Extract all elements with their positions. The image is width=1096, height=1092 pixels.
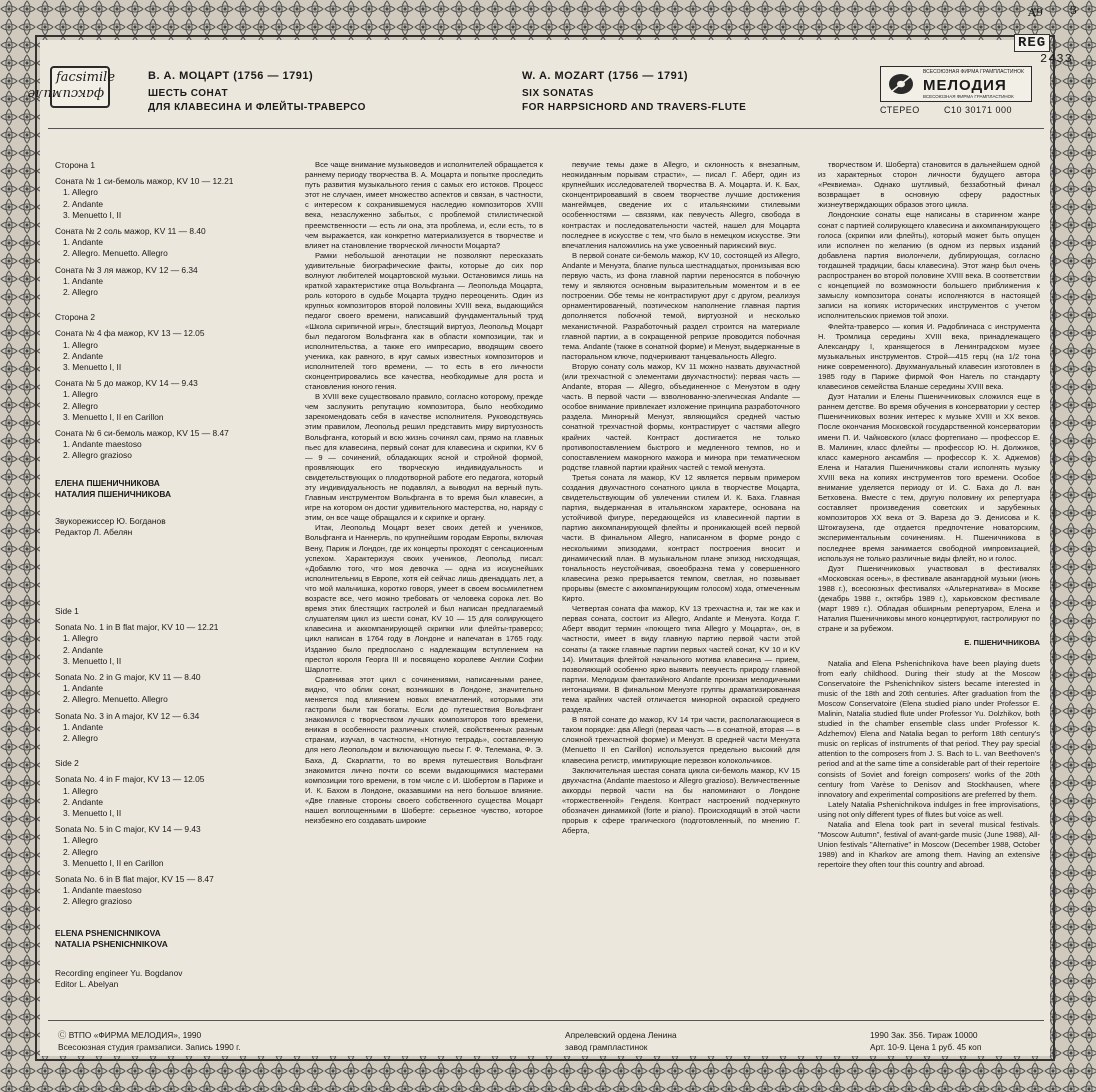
track-line: 2. Allegro grazioso (63, 450, 132, 461)
notes-column-1 (305, 160, 543, 1012)
notes-paragraph: Дуэт Пшеничниковых участвовал в фестивалях «Московская осень», в фестивале авангардной музыки (июнь 1988 г.), всесоюзных фестивалях «Альтернатива» в Москве (декабрь 1988 г., октябрь 1989 г.), харьковском фестивале (март 1989 г.). Обладая обширным репертуаром, Елена и Наталия Пшеничниковы много концертируют, гастролируют по стране и за рубежом. (818, 563, 1040, 634)
track-line: 3. Menuetto I, II (63, 655, 122, 666)
track-line: 2. Allegro. Menuetto. Allegro (63, 248, 168, 259)
track-line: Sonata No. 3 in A major, KV 12 — 6.34 (55, 710, 200, 721)
corner-mark-a: A9 (1028, 6, 1043, 19)
catalog-number: С10 30171 000 (944, 105, 1013, 115)
track-line: 2. Andante (63, 350, 104, 361)
footer-print-line2: Арт. 10-9. Цена 1 руб. 45 коп (870, 1042, 982, 1052)
track-line: 2. Allegro (63, 287, 98, 298)
notes-paragraph: Итак, Леопольд Моцарт везет своих детей и учеников, Вольфганга и Наннерль, по крупнейшим городам Европы, включая Вену, Париж и Лондон, где их концерты проходят с сенсационным успехом. Характеризуя своих учеников, Леопольд писал: «Добавлю того, что моя девочка — одна из искуснейших исполнительниц в Европе, хотя ей сейчас лишь двенадцать лет, а что мой мальчишка, коротко говоря, умеет в своем восьмилетнем возрасте все, чего можно требовать от человека сорока лет. Во время этих блестящих гастролей и был написан предлагаемый слушателям цикл из шести сонат, KV 10 — 15 для солирующего клавесина и аккомпанирующей скрипки или флейты-траверсо; цикл написан в 1764 году в Лондоне и напечатан в 1765 году. Изданию было предпослано с надлежащим вступлением на престол короля Георга III и посвящено королеве Англии Софии Шарлотте. (305, 523, 543, 674)
notes-column-2 (562, 160, 800, 1012)
track-line: Side 2 (55, 758, 79, 769)
ru-title-line1: ШЕСТЬ СОНАТ (148, 88, 229, 99)
logo-bottom-text: факсимиле (27, 86, 104, 101)
performer-ru-1: ЕЛЕНА ПШЕНИЧНИКОВА (55, 478, 160, 488)
notes-paragraph-en: Natalia and Elena Pshenichnikova have been playing duets from early childhood. During their study at the Moscow Conservatoire the Pshenichnikov sisters became interested in music of the 18th and 20th centuries. After graduation from the Moscow Conservatoire (Elena studied piano under Professor E. Malinin, Natalia studied flute under Professor Yu. Dolzhikov, both studied in the chamber ensemble class under Professor K. Adzhemov) Elena and Natalia began to perform 18th century's music on replicas of instruments of that period. They pay special attention to the composers from J. S. Bach to L. van Beethoven's period and at the same time a considerable part of their repertoire consists of Soviet and foreign composers' works of the 20th century from Varèse to Denisov and Stockhausen, where innovatory and experimental compositions are preferred by them. (818, 658, 1040, 799)
notes-paragraph: Вторую сонату соль мажор, KV 11 можно назвать двухчастной (или трехчастной с элементами двухчастности): первая часть — Andante, вторая — Allegro, объединенное с Менуэтом в одну часть. В первой части — взволнованно-элегическая Andante — особое внимание привлекает изложение принципа разработочного раздела. Минорный Менуэт, являющийся средней частью сонатной трехчастной формы, контрастирует с частями allegro крайних частей. Контраст достигается не только противопоставлением быстрого и медленного темпов, но и сопоставлением мажорного мажора и минора при тематическом родстве главной партии крайних частей с темой менуэта. (562, 361, 800, 472)
ru-title-line2: ДЛЯ КЛАВЕСИНА И ФЛЕЙТЫ-ТРАВЕРСО (148, 102, 366, 113)
footer-copyright: Ⓒ ВТПО «ФИРМА МЕЛОДИЯ», 1990 (58, 1030, 202, 1040)
track-line: Соната № 5 до мажор, KV 14 — 9.43 (55, 378, 198, 389)
credit-ru-2: Редактор Л. Абелян (55, 527, 133, 538)
melodia-bottom-line: ВСЕСОЮЗНАЯ ФИРМА ГРАМПЛАСТИНОК (923, 94, 1014, 99)
notes-paragraph: Рамки небольшой аннотации не позволяют пересказать удивительные биографические факты, которые до сих пор волнуют любителей моцартовской музыки. Остановимся лишь на краткой характеристике отца Вольфганга — Леопольда Моцарта, роль которого в судьбе Моцарта трудно переоценить. Один из крупных композиторов второй половины XVIII века, выдающийся педагог своего времени, написавший фундаментальный труд «Школа скрипичной игры», блестящий виртуоз, Леопольд Моцарт был педагогом Вольфганга как в области композиции, так и исполнительства, а также его импресарио, вводящим своего ученика, как равного, в круг самых известных композиторов и исполнителей того времени, — то есть в его личности сконцентрировались все качества, необходимые для роста и становления юного гения. (305, 250, 543, 392)
notes-signature: Е. ПШЕНИЧНИКОВА (964, 638, 1040, 648)
notes-paragraph: певучие темы даже в Allegro, и склонность к внезапным, неожиданным порывам страсти», — писал Г. Аберт, один из крупнейших исследователей творчества В. А. Моцарта. И. К. Бах, сконцентрировавший в своем творчестве лучшие достижения мангеймцев, сведение их с итальянскими стилевыми особенностями — связями, как певучесть Allegro, свобода в контрастах и последовательности частей, нашел для Моцарта последнее в искусстве с тем, что было в немецком искусстве. Эти впечатления наложились на уже усвоенный парижский вкус. (562, 160, 800, 250)
track-line: Соната № 4 фа мажор, KV 13 — 12.05 (55, 328, 205, 339)
credits-ru (55, 516, 166, 538)
track-line: 1. Andante maestoso (63, 439, 142, 450)
track-line: 3. Menuetto I, II en Carillon (63, 411, 164, 422)
performer-en-1: ELENA PSHENICHNIKOVA (55, 928, 161, 938)
track-line: 2. Allegro grazioso (63, 896, 132, 907)
track-line: 2. Andante (63, 198, 104, 209)
track-line: 3. Menuetto I, II (63, 209, 122, 220)
track-line: 1. Andante (63, 237, 104, 248)
track-line: 3. Menuetto I, II (63, 808, 122, 819)
track-line: 1. Allegro (63, 633, 98, 644)
track-line: Сторона 1 (55, 160, 96, 170)
track-line: 1. Allegro (63, 187, 98, 198)
track-line: Sonata No. 4 in F major, KV 13 — 12.05 (55, 774, 205, 785)
track-line: Sonata No. 1 in B flat major, KV 10 — 12.21 (55, 622, 219, 633)
track-line: 1. Allegro (63, 389, 98, 400)
stamp-code1: REG (1018, 35, 1047, 51)
credit-en-2: Editor L. Abelyan (55, 979, 119, 990)
track-line: Сторона 2 (55, 312, 96, 323)
notes-paragraph: Четвертая соната фа мажор, KV 13 трехчастна и, так же как и первая соната, состоит из Allegro, Andante и Менуэта. Когда Г. Аберт вводит термин «поющего типа Allegro у Моцарта», он, в частности, имеет в виду главную партию первой части этой сонаты (а также главные партии первых частей сонат, KV 10 и KV 14). Имитация флейтой начального мотива клавесина — прием, позволяющий особенно ярко выявить певучесть природу главной партии. Мелодизм фантазийного Andante пронизан мелодичными интонациями. В финальном Менуэте группы драматизированная тема крайних частей отличается минорной окраской среднего раздела. (562, 604, 800, 715)
track-line: 3. Menuetto I, II en Carillon (63, 857, 164, 868)
notes-paragraph: Лондонские сонаты еще написаны в старинном жанре сонат с партией солирующего клавесина и аккомпанирующего голоса (скрипки или флейты), который может быть опущен или исполнен по желанию (в одном из первых изданий добавлена партия виолончели, дублирующая, согласно тогдашней традиции, басы клавесина). Этот жанр был очень распространен во второй половине XVIII века. В соответствии с концепцией по возможности большего приближения к замыслу композитора сонаты исполняются в настоящей записи на копиях исторических инструментов с учетом исполнительских приемов той эпохи. (818, 210, 1040, 321)
notes-paragraph-en: Lately Natalia Pshenichnikova indulges in free improvisations, using not only different types of flutes but voice as well. (818, 799, 1040, 819)
track-line: 2. Allegro (63, 846, 98, 857)
stereo-label: СТЕРЕО (880, 105, 920, 115)
notes-paragraph: Дуэт Наталии и Елены Пшеничниковых сложился еще в раннем детстве. Во время обучения в консерватории у сестер Пшеничниковых возник интерес к музыке XVIII и XX веков. После окончания Московской государственной консерватории имени П. И. Чайковского (класс фортепиано — профессор Е. В. Малинин, класс флейты — профессор Ю. Н. Должиков, класс камерного ансамбля — профессор К. Х. Аджемов) Елена и Наталия Пшеничниковы стали исполнять музыку XVIII века на копиях инструментов того времени. Особое внимание уделяется периоду от И. С. Баха до Л. ван Бетховена. Вместе с тем, другую половину их репертуара составляет произведения советских и зарубежных композиторов XX века от Э. Вареза до Э. Денисова и К. Штокгаузена, где отдается предпочтение новаторским, экспериментальным сочинениям. Н. Пшеничникова в последнее время занимается свободной импровизацией, используя не только различные виды флейт, но и голос. (818, 392, 1040, 563)
track-line: Соната № 1 си-бемоль мажор, KV 10 — 12.21 (55, 176, 234, 187)
performer-en-2: NATALIA PSHENICHNIKOVA (55, 939, 168, 950)
notes-paragraph: Сравнивая этот цикл с сочинениями, написанными ранее, видно, что облик сонат, возникших в Лондоне, значительно меняется под влиянием новых впечатлений, которыми эти гастроли были так богаты. Если до путешествия Вольфганг знакомился с творчеством лучших композиторов того времени, вникая в особенности различных стилей, свойственных разным странам, изучал, в частности, «Нотную тетрадь», составленную для него Леопольдом и включающую пьесы Г. Ф. Телемана, Ф. Э. Баха, Д. Скарлатти, то во время путешествия Вольфганг знакомится лично почти со всеми выдающимися мастерами композиции того времени, в том числе с И. Шобертом в Париже и И. К. Бахом в Лондоне, оказавшими на него большое влияние. «Две главные стороны своего собственного существа Моцарт нашел воплощенными в Шоберте: серьезное чувство, которое неизбежно его создавать широкие (305, 674, 543, 826)
track-line: 3. Menuetto I, II (63, 362, 122, 373)
stamp-code2: 2433 (1040, 52, 1073, 66)
track-line: 2. Allegro. Menuetto. Allegro (63, 694, 168, 705)
notes-paragraph: Все чаще внимание музыковедов и исполнителей обращается к раннему периоду творчества В. А. Моцарта и попытке проследить путь развития музыкального гения с самых его истоков. Процесс этот не случаен, имеет множество аспектов и связан, в частности, с интересом к сохранившемуся наследию композиторов XVIII века, незаслуженно забытых, с проблемой стилистической преемственности — есть ли она, эта проблема, и, если есть, то в чем выражается, как конкретно материализуется в творчестве и влияет на становление творческой личности Моцарта? (305, 160, 543, 250)
footer-rule (48, 1020, 1044, 1021)
track-line: 2. Allegro (63, 733, 98, 744)
notes-paragraph: В первой сонате си-бемоль мажор, KV 10, состоящей из Allegro, Andante и Менуэта, благие пульса шестнадцатых, пронизывая всю первую часть, из фона главной партии переносятся в побочную тему и являются основным выразительным моментом и в ее построении. Обе темы не контрастируют друг с другом, реализуя орнаментированный, поэтическом наполнение главная партия дополняется побочной темой, виртуозной и несколько механистичной. Разработочный раздел строится на материале главной партии, а в сокращенной репризе проводится побочная тема. Andante (также в сонатной форме) и Менуэт, выдержанные в пасторальном ключе, подчеркивают танцевальность Allegro. (562, 250, 800, 361)
en-title-line1: SIX SONATAS (522, 88, 594, 99)
performers-en (55, 928, 168, 950)
credit-ru-1: Звукорежиссер Ю. Богданов (55, 516, 166, 526)
track-line: 1. Allegro (63, 339, 98, 350)
track-line: 2. Andante (63, 644, 104, 655)
track-line: Side 1 (55, 606, 79, 616)
notes-paragraph: Заключительная шестая соната цикла си-бемоль мажор, KV 15 двухчастна (Andante maestoso и Allegro grazioso). Величественные аккорды первой части на бы напоминают о Лондоне «торжественной» Генделя. Контраст настроений подчеркнуто обозначен динамикой (forte и piano). Происходящий в этой части прорыв к сфере трагического (подготовленный, по мнению Г. Аберта, (562, 765, 800, 836)
tracklist-en (55, 606, 295, 908)
notes-paragraph: Третья соната ля мажор, KV 12 является первым примером создания двухчастного сонатного цикла в творчестве Моцарта, свидетельствующим об увлечении стилем И. К. Баха. Главная партия, выдержанная в итальянском характере, основана на устойчивой фигуре, передающейся из клавесинной партии в партию аккомпанирующей флейты и проникающей всей первой части. В финальном Allegro, написанном в форме рондо с несколькими эпизодами, контраст построения вносит и динамический план. В музыкальном плане эпизод нисходящая, тональность неустойчивая, своеобразна тема у совершенного клавесина резко прерывается темпом, светлая, но позвывает прорывы (вместе с аккомпанирующим голосом) хода, отмеченным Кирто. (562, 472, 800, 604)
logo-top-text: facsimile (56, 70, 116, 85)
track-line: Sonata No. 5 in C major, KV 14 — 9.43 (55, 824, 201, 835)
corner-mark-b: 3 (1070, 4, 1077, 17)
track-line: Sonata No. 2 in G major, KV 11 — 8.40 (55, 672, 201, 683)
track-line: 1. Andante maestoso (63, 885, 142, 896)
footer-plant-line1: Апрелевский ордена Ленина (565, 1030, 677, 1040)
catalog-stamp (1014, 34, 1050, 52)
performer-ru-2: НАТАЛИЯ ПШЕНИЧНИКОВА (55, 489, 172, 500)
footer-plant-line2: завод грампластинок (565, 1042, 648, 1052)
header-rule (48, 128, 1044, 129)
performers-ru (55, 478, 171, 500)
track-line: Соната № 6 си-бемоль мажор, KV 15 — 8.47 (55, 428, 229, 439)
track-line: 1. Andante (63, 721, 104, 732)
credits-en (55, 968, 182, 990)
track-line: 2. Allegro (63, 400, 98, 411)
facsimile-logo (27, 66, 116, 108)
track-line: 1. Allegro (63, 835, 98, 846)
melodia-record-icon (887, 72, 915, 96)
ru-author: В. А. МОЦАРТ (1756 — 1791) (148, 70, 314, 82)
melodia-label (880, 66, 1032, 102)
track-line: 2. Andante (63, 796, 104, 807)
notes-paragraph-en: Natalia and Elena took part in several musical festivals. "Moscow Autumn", festival of avant-garde music (June 1988), All-Union festivals "Alternative" in Moscow (December 1988, October 1989) and in Kharkov are among them. Having an extensive repertoire they often tour this country and abroad. (818, 820, 1040, 870)
en-title-line2: FOR HARPSICHORD AND TRAVERS-FLUTE (522, 102, 747, 113)
notes-paragraph: Флейта-траверсо — копия И. Радоблинаса с инструмента Н. Тромлица середины XVIII века, принадлежащего Александру I, хранящегося в Ленинградском музее музыкальных инструментов. Строй—415 герц (на 1/2 тона ниже современного). Двухмануальный клавесин изготовлен в 1985 году в Париже фирмой Фон Нагель по стандарту клавесинов семейства Бланше середины XVIII века. (818, 321, 1040, 392)
notes-column-3 (818, 160, 1040, 1012)
credit-en-1: Recording engineer Yu. Bogdanov (55, 968, 183, 978)
footer-studio: Всесоюзная студия грамзаписи. Запись 1990 г. (58, 1042, 241, 1052)
track-line: Соната № 3 ля мажор, KV 12 — 6.34 (55, 264, 198, 275)
melodia-name: МЕЛОДИЯ (923, 77, 1007, 94)
notes-paragraph: творчеством И. Шоберта) становится в дальнейшем одной из характерных сторон личности будущего автора «Реквиема». Однако шутливый, беззаботный финал возвращает в основную сферу радостных жизнеутверждающих образов этого цикла. (818, 160, 1040, 210)
track-line: Соната № 2 соль мажор, KV 11 — 8.40 (55, 226, 206, 237)
notes-paragraph: В пятой сонате до мажор, KV 14 три части, располагающиеся в таком порядке: два Allegri (первая часть — в сонатной, вторая — в сложной трехчастной форме) и Менуэт. В средней части Менуэта (Menuetto II en Carillon) используется предельно высокий для клавесина регистр, имитирующие перезвон колокольчиков. (562, 715, 800, 765)
en-author: W. A. MOZART (1756 — 1791) (522, 70, 689, 82)
melodia-top-line: ВСЕСОЮЗНАЯ ФИРМА ГРАМПЛАСТИНОК (923, 69, 1024, 75)
track-line: 1. Andante (63, 683, 104, 694)
footer-print-line1: 1990 Зак. 356. Тираж 10000 (870, 1030, 978, 1040)
notes-paragraph: В XVIII веке существовало правило, согласно которому, прежде чем заслужить репутацию композитора, было необходимо зарекомендовать себя в качестве исполнителя. Руководствуясь этим правилом, Леопольд решил представить миру виртуозность Вольфганга, который и всю жизнь сочинял сам, прямо на главных пьес для клавесина, первый сонат для клавесина и скрипки, KV 6 — 9 — сочинений, обладающих ясной и стройной формой, проявляющих его творческую индивидуальность и свидетельствующих о плодотворной работе его педагога, который эту индивидуальность не подавлял, а выводил на верный путь. Главным инструментом Вольфганга в то время был клавесин, а игре на котором он достиг удивительного мастерства, но, наряду с этим, он все чаще обращался и к скрипке и органу. (305, 392, 543, 523)
track-line: 1. Allegro (63, 785, 98, 796)
track-line: Sonata No. 6 in B flat major, KV 15 — 8.47 (55, 874, 214, 885)
tracklist-ru (55, 160, 295, 462)
track-line: 1. Andante (63, 275, 104, 286)
